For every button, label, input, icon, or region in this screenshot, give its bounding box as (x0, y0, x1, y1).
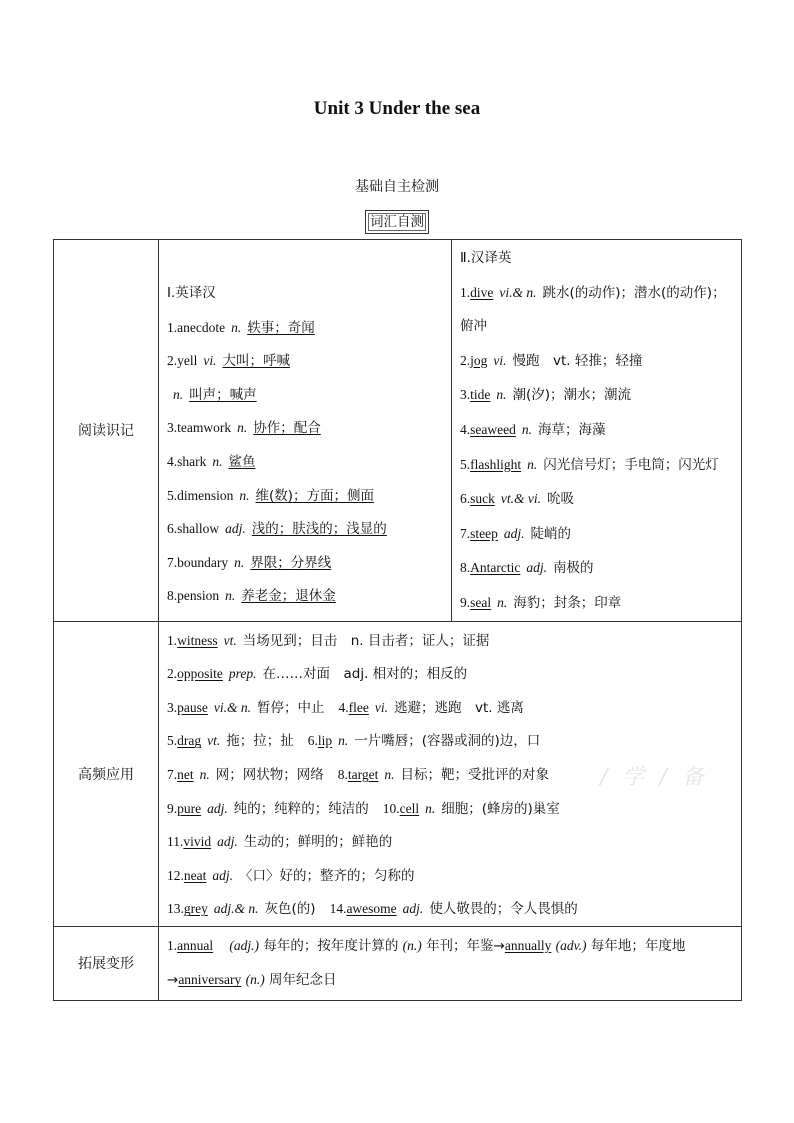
english-word: shallow (177, 521, 220, 537)
item-number: 7. (167, 554, 178, 570)
item-number: 6. (307, 733, 318, 749)
pos-label: adj. (526, 560, 547, 576)
list-item (460, 448, 735, 483)
pos-label: adj. (212, 867, 234, 883)
answer-word: pause (177, 699, 208, 715)
vocab-test-badge: 词汇自测 (365, 210, 429, 234)
answer-word: flashlight (470, 456, 522, 472)
english-word: teamwork (177, 420, 232, 436)
pos-label: adj. (217, 834, 238, 850)
pos-label: adj.& n. (213, 901, 259, 917)
extension-row (54, 926, 742, 1000)
item-number: 3. (460, 387, 471, 403)
meaning-text: 暂停；中止 (257, 699, 325, 716)
meaning-text: 陡峭的 (530, 525, 572, 542)
item-number: 8. (337, 766, 348, 782)
pos-label: n. (239, 487, 250, 503)
list-item (460, 482, 735, 517)
list-item (167, 724, 735, 758)
pos-label: n. (237, 420, 248, 436)
list-item (167, 657, 735, 691)
list-item (167, 344, 445, 378)
meaning-text: 细胞；(蜂房的)巢室 (441, 800, 560, 817)
pos-label: adj. (207, 800, 228, 816)
answer-word: target (347, 766, 379, 782)
answer-word: vivid (183, 834, 212, 850)
answer-meaning: 养老金；退休金 (241, 588, 336, 605)
item-number: 6. (167, 521, 178, 537)
meaning-text: 南极的 (553, 560, 594, 577)
meaning-text: 灰色(的) (264, 901, 316, 918)
pos-label: n. (521, 421, 532, 437)
answer-meaning: 界限；分界线 (250, 554, 332, 571)
pos-label: vi.& n. (213, 699, 251, 715)
answer-anniversary: anniversary (178, 972, 242, 988)
list-item (167, 512, 445, 546)
item-number: 9. (167, 800, 178, 816)
pos-label: n. (212, 453, 223, 469)
pos-label: vi.& n. (499, 284, 537, 300)
meaning-text: 海豹；封条；印章 (513, 594, 622, 611)
item-number: 3. (167, 420, 178, 436)
list-item (167, 479, 445, 513)
meaning-text: 闪光信号灯；手电筒；闪光灯 (543, 456, 719, 473)
meaning-text: 周年纪念日 (269, 972, 337, 989)
answer-word: lip (317, 733, 333, 749)
item-number: 5. (167, 733, 178, 749)
pos-label: adj. (503, 525, 525, 541)
answer-annually: annually (504, 937, 552, 953)
item-number: 12. (167, 867, 184, 883)
answer-word: neat (183, 867, 207, 883)
part2-heading: Ⅱ.汉译英 (460, 250, 512, 266)
list-item (167, 546, 445, 580)
pos-label: (adv.) (555, 937, 587, 953)
list-item (167, 378, 445, 412)
pos-label: adj. (225, 521, 246, 537)
section-title: 基础自主检测 (355, 179, 439, 195)
pos-label: vt.& vi. (500, 491, 541, 507)
pos-label: n. (496, 387, 507, 403)
meaning-text: 当场见到；目击 n. 目击者；证人；证据 (242, 632, 490, 649)
item-number: 5. (167, 487, 178, 503)
item-number: 1. (460, 284, 471, 300)
cn-to-en-cell (452, 240, 742, 622)
item-number: 13. (167, 901, 184, 917)
pos-label: vt. (207, 733, 221, 749)
english-word: shark (177, 453, 207, 469)
item-number: 9. (460, 594, 471, 610)
list-item (460, 551, 735, 586)
list-item (460, 276, 735, 344)
answer-word: tide (470, 387, 491, 403)
list-item (460, 413, 735, 448)
meaning-text: 纯的；纯粹的；纯洁的 (233, 800, 369, 817)
answer-meaning: 鲨鱼 (228, 453, 256, 470)
frequent-label: 高频应用 (54, 621, 159, 926)
meaning-text: 一片嘴唇；(容器或洞的)边，口 (354, 733, 541, 750)
pos-label: adj. (402, 901, 424, 917)
pos-label: n. (199, 766, 210, 782)
answer-meaning: 维(数)；方面；侧面 (255, 487, 375, 504)
pos-label: (adj.) (229, 937, 260, 953)
item-number: 2. (460, 352, 471, 368)
answer-meaning: 轶事；奇闻 (247, 319, 315, 336)
english-word: boundary (177, 554, 229, 570)
meaning-text: 海草；海藻 (537, 421, 606, 438)
item-number: 2. (167, 353, 178, 369)
meaning-text: 慢跑 vt. 轻推；轻撞 (512, 352, 643, 369)
answer-word: Antarctic (470, 560, 521, 576)
answer-word: pure (177, 800, 202, 816)
answer-word: steep (470, 525, 498, 541)
list-item (167, 825, 735, 859)
meaning-text: 〈口〉好的；整齐的；匀称的 (239, 867, 415, 884)
answer-word: awesome (346, 901, 397, 917)
answer-word: grey (183, 901, 208, 917)
pos-label: n. (234, 554, 245, 570)
pos-label: (n.) (402, 937, 422, 953)
english-word: pension (177, 588, 220, 604)
answer-meaning: 协作；配合 (253, 420, 321, 437)
item-number: 7. (460, 525, 471, 541)
answer-word: drag (177, 733, 202, 749)
reading-label: 阅读识记 (54, 240, 159, 622)
part1-heading: Ⅰ.英译汉 (167, 285, 216, 301)
list-item (167, 859, 735, 893)
meaning-text: 使人敬畏的；令人畏惧的 (429, 901, 578, 918)
item-number: 14. (329, 901, 347, 917)
answer-meaning: 浅的；肤浅的；浅显的 (251, 521, 387, 538)
page-title: Unit 3 Under the sea (313, 98, 481, 119)
item-number: 7. (167, 766, 178, 782)
list-item (460, 517, 735, 552)
pos-label: vt. (223, 632, 237, 648)
meaning-text: 跳水(的动作)；潜水(的动作)；俯冲 (460, 284, 726, 335)
pos-label: vi. (493, 352, 507, 368)
item-number: 6. (460, 491, 471, 507)
meaning-text: 生动的；鲜明的；鲜艳的 (243, 834, 393, 851)
pos-label: n. (173, 386, 184, 402)
pos-label: n. (425, 800, 436, 816)
answer-word: seaweed (470, 421, 516, 437)
list-item (167, 445, 445, 479)
list-item (460, 586, 735, 621)
item-number: 8. (167, 588, 178, 604)
item-number: 5. (460, 456, 471, 472)
item-number: 3. (167, 699, 178, 715)
pos-label: n. (338, 733, 349, 749)
reading-row (54, 240, 742, 622)
meaning-text: 目标；靶；受批评的对象 (400, 766, 549, 783)
list-item (167, 411, 445, 445)
list-item (167, 624, 735, 658)
pos-label: n. (384, 766, 395, 782)
list-item (167, 892, 735, 926)
english-word: anecdote (177, 319, 226, 335)
item-number: 11. (167, 834, 184, 850)
answer-word: opposite (177, 666, 223, 682)
item-number: 8. (460, 560, 471, 576)
meaning-text: 每年的；按年度计算的 (263, 937, 399, 954)
watermark: / 学 / 备 (600, 765, 708, 790)
answer-meaning: 大叫；呼喊 (222, 353, 290, 370)
answer-word: net (177, 766, 194, 782)
vocab-table (53, 239, 742, 1001)
pos-label: n. (497, 594, 508, 610)
list-item (460, 344, 735, 379)
pos-label: vi. (374, 699, 388, 715)
item-number: 1. (167, 319, 178, 335)
pos-label: n. (527, 456, 538, 472)
answer-word: seal (470, 594, 492, 610)
extension-line (167, 929, 735, 998)
en-to-cn-cell (159, 240, 452, 622)
list-item (167, 579, 445, 613)
meaning-text: 在……对面 adj. 相对的；相反的 (262, 666, 468, 683)
answer-annual: annual (177, 937, 214, 953)
list-item (167, 792, 735, 826)
item-number: 4. (167, 453, 178, 469)
item-number: 1. (167, 937, 178, 953)
meaning-text: 拖；拉；扯 (226, 733, 294, 750)
meaning-text: 年刊；年鉴→ (426, 937, 505, 954)
english-word: yell (177, 353, 198, 369)
pos-label: vi. (203, 353, 217, 369)
list-item (167, 311, 445, 345)
item-number: 10. (382, 800, 400, 816)
pos-label: n. (231, 319, 242, 335)
item-number: 4. (460, 421, 471, 437)
meaning-text: 潮(汐)；潮水；潮流 (512, 387, 632, 404)
pos-label: n. (225, 588, 236, 604)
answer-word: flee (348, 699, 369, 715)
pos-label: (n.) (245, 972, 265, 988)
meaning-text: 每年地；年度地→ (167, 937, 686, 989)
extension-label: 拓展变形 (54, 926, 159, 1000)
meaning-text: 吮吸 (547, 491, 574, 508)
answer-meaning: 叫声；喊声 (189, 386, 257, 403)
answer-word: dive (470, 284, 494, 300)
list-item (460, 378, 735, 413)
meaning-text: 逃避；逃跑 vt. 逃离 (393, 699, 524, 716)
pos-label: prep. (228, 666, 257, 682)
english-word: dimension (177, 487, 234, 503)
answer-word: suck (470, 491, 495, 507)
extension-cell (159, 926, 742, 1000)
answer-word: jog (470, 352, 488, 368)
meaning-text: 网；网状物；网络 (215, 766, 324, 783)
item-number: 2. (167, 666, 178, 682)
list-item (167, 691, 735, 725)
item-number: 4. (338, 699, 349, 715)
answer-word: cell (399, 800, 420, 816)
item-number: 1. (167, 632, 178, 648)
answer-word: witness (177, 632, 218, 648)
